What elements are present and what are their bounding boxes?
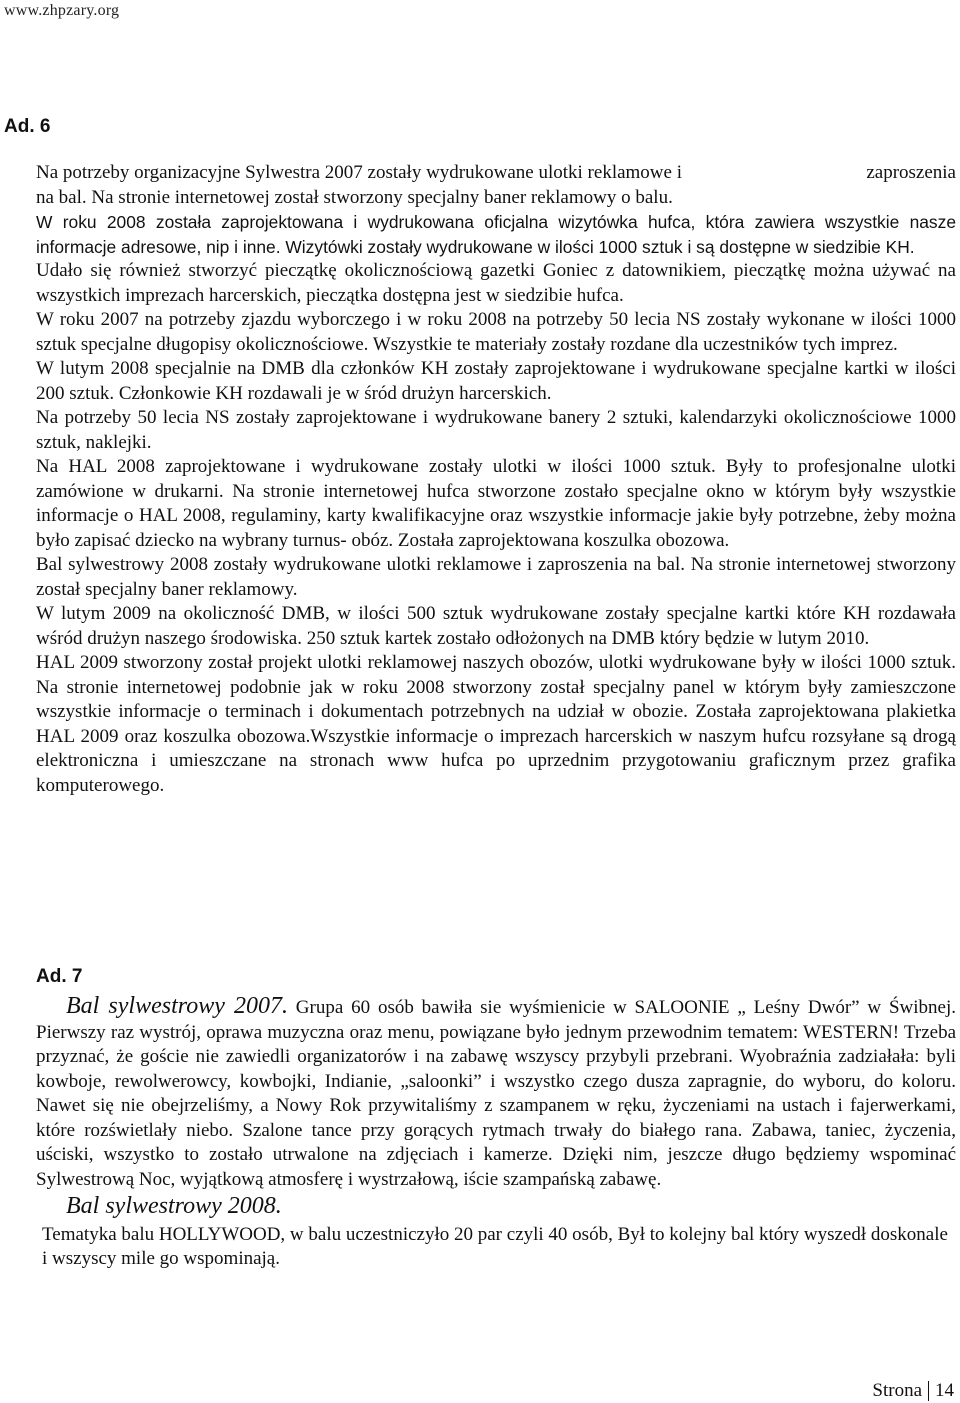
page-number: 14 <box>935 1380 954 1401</box>
intro-line <box>36 161 956 186</box>
event-title-2008-row <box>36 1194 956 1221</box>
footer-divider <box>928 1381 929 1401</box>
section-heading-ad6: Ad. 6 <box>4 116 51 137</box>
paragraph <box>36 994 956 1192</box>
event-title-2007: Bal sylwestrowy 2007. <box>66 993 288 1019</box>
section-heading-ad7: Ad. 7 <box>36 966 83 987</box>
paragraph: W lutym 2009 na okoliczność DMB, w ilości 500 sztuk wydrukowane zostały specjalne kartki które KH rozdawała wśród drużyn naszego środowiska. 250 sztuk kartek zostało odłożonych na DMB który będzie w lutym 2010. <box>36 603 956 649</box>
paragraph: W roku 2008 została zaprojektowana i wydrukowana oficjalna wizytówka hufca, która zawiera wszystkie nasze informacje adresowe, nip i inne. Wizytówki zostały wydrukowane w ilości 1000 sztuk i są dostępne w siedzibie KH. <box>36 212 956 257</box>
paragraph: Na potrzeby 50 lecia NS zostały zaprojektowane i wydrukowane banery 2 sztuki, kalendarzyki okolicznościowe 1000 sztuk, naklejki. <box>36 407 956 453</box>
paragraph: W lutym 2008 specjalnie na DMB dla członków KH zostały zaprojektowane i wydrukowane specjalne kartki w ilości 200 sztuk. Członkowie KH rozdawali je w śród drużyn harcerskich. <box>36 358 956 404</box>
section6-body <box>36 161 956 798</box>
intro-line-2: na bal. Na stronie internetowej został stworzony specjalny baner reklamowy o balu. <box>36 186 673 208</box>
event-text-2007: Grupa 60 osób bawiła sie wyśmienicie w SALOONIE „ Leśny Dwór” w Świbnej. Pierwszy raz wystrój, oprawa muzyczna oraz menu, powiązane było jednym przewodnim tematem: WESTERN! Trzeba przyznać, że goście nie zawiedli organizatorów i na zabawę wszyscy przybyli przebrani. Wyobraźnia zadziałała: byli kowboje, rewolwerowcy, kowbojki, Indianie, „saloonki” i wszystko czego dusza zapragnie, do wyboru, do koloru. Nawet się nie obejrzeliśmy, a Nowy Rok przywitaliśmy z szampanem w ręku, życzeniami na ustach i fajerwerkami, które rozświetlały niebo. Szalone tance przy gorących rytmach trwały do białego rana. Zabawa, taniec, życzenia, uściski, wszystko to zostało utrwalone na zdjęciach i kamerze. Dzięki nim, jeszcze długo będziemy wspominać Sylwestrową Noc, wyjątkową atmosferę i wystrzałową, iście szampańską zabawę. <box>36 997 957 1190</box>
paragraph: Bal sylwestrowy 2008 zostały wydrukowane ulotki reklamowe i zaproszenia na bal. Na stronie internetowej stworzony został specjalny baner reklamowy. <box>36 554 956 600</box>
section7-body <box>36 994 956 1272</box>
intro-line-right: zaproszenia <box>866 162 956 183</box>
page-footer <box>872 1380 954 1402</box>
page-label: Strona <box>872 1380 922 1401</box>
paragraph: Na HAL 2008 zaprojektowane i wydrukowane zostały ulotki w ilości 1000 sztuk. Były to profesjonalne ulotki zamówione w drukarni. Na stronie internetowej hufca stworzone zostało specjalne okno w którym były wszystkie informacje o HAL 2008, regulaminy, karty kwalifikacyjne oraz wszystkie informacje jakie były potrzebne, żeby można było zapisać dziecko na wybrany turnus- obóz. Została zaprojektowana koszulka obozowa. <box>36 456 956 551</box>
paragraph: Udało się również stworzyć pieczątkę okolicznościową gazetki Goniec z datownikiem, pieczątkę można używać na wszystkich imprezach harcerskich, pieczątka dostępna jest w siedzibie hufca. <box>36 260 956 306</box>
paragraph: HAL 2009 stworzony został projekt ulotki reklamowej naszych obozów, ulotki wydrukowane były w ilości 1000 sztuk. Na stronie internetowej podobnie jak w roku 2008 stworzony został specjalny panel w którym były zamieszczone wszystkie informacje o terminach i dokumentach potrzebnych na udział w obozie. Została zaprojektowana plakietka HAL 2009 oraz koszulka obozowa.Wszystkie informacje o imprezach harcerskich w naszym hufcu rozsyłane są drogą elektroniczna i umieszczane na stronach www hufca po uprzednim przygotowaniu graficznym przez grafika komputerowego. <box>36 652 956 796</box>
event-title-2008: Bal sylwestrowy 2008. <box>66 1193 282 1219</box>
paragraph: W roku 2007 na potrzeby zjazdu wyborczego i w roku 2008 na potrzeby 50 lecia NS zostały wykonane w ilości 1000 sztuk specjalne długopisy okolicznościowe. Wszystkie te materiały zostały rozdane dla uczestników tych imprez. <box>36 309 956 355</box>
intro-line-left: Na potrzeby organizacyjne Sylwestra 2007 zostały wydrukowane ulotki reklamowe i <box>36 162 682 183</box>
site-url: www.zhpzary.org <box>4 2 120 19</box>
event-text-2008: Tematyka balu HOLLYWOOD, w balu uczestniczyło 20 par czyli 40 osób, Był to kolejny bal który wyszedł doskonale i wszyscy mile go wspominają. <box>42 1223 948 1269</box>
